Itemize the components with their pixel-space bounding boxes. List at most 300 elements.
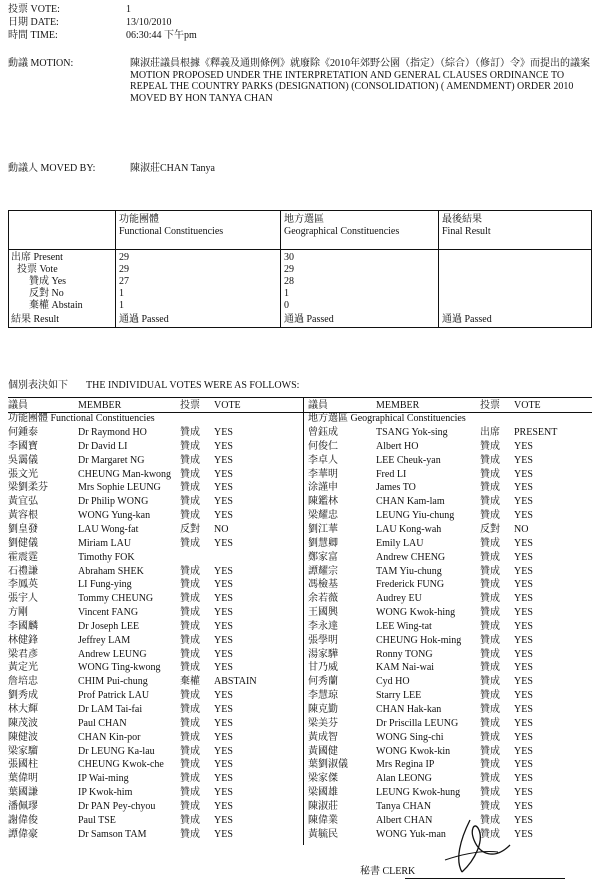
member-name-zh: 張學明 (308, 634, 338, 646)
member-name-en: CHAN Hak-kan (376, 704, 442, 715)
vote-en: YES (514, 496, 533, 508)
member-name-en: Dr Margaret NG (78, 454, 145, 466)
member-name-en: CHIM Pui-chung (78, 676, 148, 688)
member-vote-row (8, 538, 302, 551)
member-vote-row (8, 469, 302, 482)
summary-row-label: 出席 Present (11, 252, 63, 263)
fc-header-en: Functional Constituencies (119, 226, 224, 237)
vote-en: YES (514, 787, 533, 799)
vote-zh: 贊成 (180, 510, 200, 522)
member-vote-row (308, 607, 592, 620)
member-vote-row (8, 427, 302, 440)
vote-zh: 贊成 (480, 620, 500, 632)
member-name-en: Starry LEE (376, 690, 422, 702)
summary-final-value: 通過 Passed (442, 314, 492, 325)
member-name-en: WONG Sing-chi (376, 731, 444, 743)
member-name-en: LI Fung-ying (78, 579, 132, 591)
member-name-zh: 黃宜弘 (8, 496, 38, 508)
vote-en: YES (214, 634, 233, 646)
member-name-zh: 李鳳英 (8, 579, 38, 591)
vote-zh: 贊成 (480, 759, 500, 771)
member-vote-row (308, 538, 592, 551)
member-vote-row (308, 635, 592, 648)
vote-zh: 贊成 (180, 787, 200, 799)
vote-en: YES (214, 454, 233, 466)
member-name-en: Miriam LAU (78, 537, 132, 549)
vote-zh: 贊成 (180, 607, 200, 619)
member-vote-row (8, 815, 302, 828)
vote-zh: 贊成 (480, 454, 500, 466)
member-name-en: Paul TSE (78, 814, 116, 826)
date-row (8, 17, 172, 29)
vote-zh: 贊成 (180, 468, 200, 480)
summary-gc-value: 0 (284, 300, 289, 311)
member-name-en: Dr David LI (78, 440, 128, 452)
vote-en: YES (214, 482, 233, 494)
member-vote-row (8, 482, 302, 495)
member-name-zh: 葉國謙 (8, 787, 38, 799)
member-name-en: Vincent FANG (78, 607, 139, 619)
vote-zh: 贊成 (180, 440, 200, 452)
member-name-zh: 李卓人 (308, 454, 338, 466)
member-name-en: Dr PAN Pey-chyou (78, 800, 156, 812)
summary-fc-value: 29 (119, 264, 129, 275)
member-name-zh: 林健鋒 (8, 634, 38, 646)
vote-zh: 贊成 (180, 704, 200, 715)
vote-en: YES (514, 773, 533, 785)
member-name-zh: 黃定光 (8, 662, 38, 674)
member-vote-row (8, 676, 302, 689)
final-header-en: Final Result (442, 226, 491, 237)
member-name-zh: 張文光 (8, 468, 38, 480)
vote-zh: 贊成 (480, 593, 500, 605)
vote-en: YES (514, 759, 533, 771)
member-name-zh: 黃成智 (308, 731, 338, 743)
vote-en: YES (514, 828, 533, 840)
vote-zh: 贊成 (180, 634, 200, 646)
clerk-signature-line (405, 878, 565, 879)
member-name-en: Dr Samson TAM (78, 828, 147, 840)
vote-zh: 贊成 (480, 510, 500, 522)
member-name-en: CHEUNG Man-kwong (78, 468, 172, 480)
summary-gc-value: 通過 Passed (284, 314, 334, 325)
member-vote-row (8, 593, 302, 606)
member-vote-row (8, 607, 302, 620)
vote-zh: 贊成 (480, 607, 500, 619)
member-vote-row (308, 510, 592, 523)
member-vote-row (308, 732, 592, 745)
vote-en: YES (214, 731, 233, 743)
member-vote-row (8, 635, 302, 648)
member-name-zh: 黃毓民 (308, 828, 338, 840)
member-vote-row (8, 732, 302, 745)
member-name-zh: 李國寶 (8, 440, 38, 452)
member-name-zh: 劉江華 (308, 523, 338, 535)
member-name-en: Ronny TONG (376, 648, 433, 660)
vote-zh: 贊成 (480, 717, 500, 729)
summary-fc-value: 27 (119, 276, 129, 287)
member-name-zh: 陳淑莊 (308, 800, 338, 812)
member-name-zh: 黃國健 (308, 745, 338, 757)
clerk-label: 秘書 CLERK (360, 866, 416, 877)
member-name-en: IP Kwok-him (78, 787, 133, 799)
member-name-en: WONG Ting-kwong (78, 662, 161, 674)
vote-en: YES (214, 690, 233, 702)
member-name-zh: 王國興 (308, 607, 338, 619)
vote-zh: 贊成 (180, 579, 200, 591)
member-name-zh: 梁耀忠 (308, 510, 338, 522)
vote-zh: 贊成 (180, 482, 200, 494)
member-name-zh: 葉劉淑儀 (308, 759, 348, 771)
member-vote-row (308, 759, 592, 772)
vote-number-row (8, 4, 131, 16)
member-name-en: Paul CHAN (78, 717, 127, 729)
vote-zh: 贊成 (480, 704, 500, 715)
member-name-zh: 梁家騮 (8, 745, 38, 757)
vote-zh: 贊成 (480, 482, 500, 494)
vote-en: YES (214, 800, 233, 812)
vote-en: YES (214, 440, 233, 452)
vote-en: YES (514, 620, 533, 632)
member-name-zh: 李慧琼 (308, 690, 338, 702)
fc-header-zh: 功能團體 (119, 214, 159, 225)
vote-en: YES (214, 787, 233, 799)
member-name-zh: 陳茂波 (8, 717, 38, 729)
vote-zh: 贊成 (480, 565, 500, 577)
member-vote-row (308, 649, 592, 662)
summary-row-label: 棄權 Abstain (29, 300, 83, 311)
vote-en: YES (514, 510, 533, 522)
vote-zh: 贊成 (180, 593, 200, 605)
vote-zh: 贊成 (180, 620, 200, 632)
member-name-zh: 湯家驊 (308, 648, 338, 660)
member-vote-row (308, 746, 592, 759)
vote-zh: 贊成 (180, 717, 200, 729)
member-name-zh: 曾鈺成 (308, 427, 338, 438)
member-name-en: Mrs Sophie LEUNG (78, 482, 161, 494)
member-name-zh: 梁劉柔芬 (8, 482, 48, 494)
member-vote-row (8, 829, 302, 842)
vote-zh: 贊成 (480, 662, 500, 674)
vote-zh: 贊成 (180, 648, 200, 660)
member-name-zh: 詹培忠 (8, 676, 38, 688)
member-vote-row (8, 649, 302, 662)
member-vote-row (8, 496, 302, 509)
member-vote-row (8, 621, 302, 634)
vote-en: YES (514, 634, 533, 646)
member-name-zh: 劉皇發 (8, 523, 38, 535)
member-name-zh: 吳靄儀 (8, 454, 38, 466)
vote-en: YES (214, 759, 233, 771)
vote-en: YES (214, 662, 233, 674)
member-name-en: WONG Yung-kan (78, 510, 151, 522)
member-vote-row (8, 455, 302, 468)
vote-zh: 贊成 (180, 690, 200, 702)
member-name-en: LAU Kong-wah (376, 523, 442, 535)
member-vote-row (8, 662, 302, 675)
member-name-en: WONG Kwok-hing (376, 607, 456, 619)
member-name-zh: 黃容根 (8, 510, 38, 522)
member-vote-row (308, 482, 592, 495)
vote-value: 1 (126, 4, 131, 15)
vote-zh: 贊成 (480, 773, 500, 785)
member-vote-row (308, 566, 592, 579)
member-name-en: Andrew CHENG (376, 551, 446, 563)
member-name-zh: 方剛 (8, 607, 28, 619)
vote-en: YES (514, 468, 533, 480)
vote-en: YES (514, 800, 533, 812)
member-name-zh: 劉健儀 (8, 537, 38, 549)
member-name-zh: 葉偉明 (8, 773, 38, 785)
member-vote-row (8, 441, 302, 454)
summary-gc-value: 29 (284, 264, 294, 275)
member-name-zh: 梁美芬 (308, 717, 338, 729)
vote-zh: 贊成 (180, 537, 200, 549)
summary-row-label: 贊成 Yes (29, 276, 67, 287)
vote-en: YES (214, 704, 233, 715)
vote-en: YES (514, 565, 533, 577)
member-name-en: Jeffrey LAM (78, 634, 131, 646)
member-name-en: TAM Yiu-chung (376, 565, 442, 577)
vote-en: YES (514, 745, 533, 757)
summary-row-label: 結果 Result (11, 314, 60, 325)
column-divider (303, 397, 304, 845)
gc-section-title: 地方選區 Geographical Constituencies (308, 413, 466, 424)
member-name-en: LEE Wing-tat (376, 620, 432, 632)
fc-col-vote-zh: 投票 (180, 400, 200, 411)
vote-zh: 贊成 (480, 800, 500, 812)
vote-zh: 贊成 (480, 787, 500, 799)
summary-fc-value: 1 (119, 288, 124, 299)
member-name-en: Timothy FOK (78, 551, 135, 563)
member-name-zh: 張國柱 (8, 759, 38, 771)
member-name-zh: 張宇人 (8, 593, 38, 605)
individual-title-en: THE INDIVIDUAL VOTES WERE AS FOLLOWS: (86, 380, 300, 391)
member-name-en: LEUNG Yiu-chung (376, 510, 455, 522)
vote-zh: 贊成 (480, 551, 500, 563)
member-vote-row (308, 676, 592, 689)
member-name-zh: 何俊仁 (308, 440, 338, 452)
member-name-en: Dr Raymond HO (78, 427, 147, 438)
summary-gc-value: 1 (284, 288, 289, 299)
vote-zh: 贊成 (180, 427, 200, 438)
member-name-zh: 鄭家富 (308, 551, 338, 563)
gc-header-en: Geographical Constituencies (284, 226, 400, 237)
member-vote-row (8, 801, 302, 814)
member-name-en: Dr Priscilla LEUNG (376, 717, 459, 729)
vote-zh: 贊成 (180, 496, 200, 508)
vote-en: PRESENT (514, 427, 558, 438)
member-vote-row (308, 787, 592, 800)
vote-zh: 贊成 (480, 648, 500, 660)
member-name-en: Audrey EU (376, 593, 422, 605)
member-name-en: Mrs Regina IP (376, 759, 435, 771)
member-name-en: Tanya CHAN (376, 800, 432, 812)
member-vote-row (8, 566, 302, 579)
member-name-zh: 何秀蘭 (308, 676, 338, 688)
vote-en: YES (514, 676, 533, 688)
gc-col-member-zh: 議員 (308, 400, 328, 411)
date-label: 日期 DATE: (8, 17, 59, 28)
member-name-en: KAM Nai-wai (376, 662, 435, 674)
member-name-en: CHEUNG Hok-ming (376, 634, 462, 646)
summary-fc-value: 29 (119, 252, 129, 263)
member-name-zh: 余若薇 (308, 593, 338, 605)
motion-chinese: 陳淑莊議員根據《釋義及通則條例》就廢除《2010年郊野公園（指定）（綜合）（修訂）令》而提出的議案 (130, 58, 590, 69)
member-name-zh: 謝偉俊 (8, 814, 38, 826)
vote-en: YES (514, 717, 533, 729)
vote-zh: 棄權 (180, 676, 200, 688)
gc-header-zh: 地方選區 (284, 214, 324, 225)
vote-en: YES (214, 773, 233, 785)
vote-zh: 贊成 (180, 828, 200, 840)
vote-en: YES (214, 565, 233, 577)
member-name-en: Dr Joseph LEE (78, 620, 140, 632)
time-label: 時間 TIME: (8, 30, 58, 41)
member-name-en: IP Wai-ming (78, 773, 129, 785)
vote-en: NO (214, 523, 229, 535)
clerk-signature (440, 800, 520, 880)
member-name-zh: 何鍾泰 (8, 427, 38, 438)
vote-en: YES (514, 440, 533, 452)
member-vote-row (8, 579, 302, 592)
vote-en: YES (514, 662, 533, 674)
member-name-zh: 梁君彥 (8, 648, 38, 660)
gc-col-vote-zh: 投票 (480, 400, 500, 411)
member-vote-row (308, 593, 592, 606)
individual-votes-title (8, 380, 317, 392)
member-name-en: Alan LEONG (376, 773, 432, 785)
date-value: 13/10/2010 (126, 17, 172, 28)
vote-zh: 贊成 (480, 537, 500, 549)
vote-en: YES (514, 731, 533, 743)
summary-gc-value: 30 (284, 252, 294, 263)
member-vote-row (8, 704, 302, 717)
member-name-zh: 譚偉豪 (8, 828, 38, 840)
vote-zh: 贊成 (480, 440, 500, 452)
vote-zh: 贊成 (480, 634, 500, 646)
member-name-en: Dr LAM Tai-fai (78, 704, 143, 715)
member-vote-row (8, 510, 302, 523)
member-name-zh: 甘乃威 (308, 662, 338, 674)
member-name-zh: 梁家傑 (308, 773, 338, 785)
member-name-zh: 李華明 (308, 468, 338, 480)
vote-en: YES (514, 482, 533, 494)
vote-zh: 贊成 (480, 468, 500, 480)
member-name-en: WONG Kwok-kin (376, 745, 451, 757)
vote-en: YES (214, 648, 233, 660)
member-name-zh: 李永達 (308, 620, 338, 632)
vote-zh: 贊成 (480, 828, 500, 840)
member-vote-row (308, 579, 592, 592)
vote-en: YES (214, 427, 233, 438)
member-name-en: James TO (376, 482, 416, 494)
member-vote-row (8, 524, 302, 537)
member-name-en: Albert CHAN (376, 814, 433, 826)
vote-zh: 反對 (480, 523, 500, 535)
vote-en: YES (214, 828, 233, 840)
vote-zh: 贊成 (480, 676, 500, 688)
member-name-en: Tommy CHEUNG (78, 593, 154, 605)
member-vote-row (308, 552, 592, 565)
member-name-zh: 潘佩璆 (8, 800, 38, 812)
member-name-zh: 陳鑑林 (308, 496, 338, 508)
vote-en: YES (514, 814, 533, 826)
summary-fc-value: 通過 Passed (119, 314, 169, 325)
vote-zh: 贊成 (480, 731, 500, 743)
fc-section-title: 功能團體 Functional Constituencies (8, 413, 155, 424)
member-vote-row (308, 427, 592, 440)
vote-en: YES (514, 648, 533, 660)
member-name-en: Emily LAU (376, 537, 424, 549)
member-vote-row (8, 690, 302, 703)
member-name-en: Fred LI (376, 468, 407, 480)
member-vote-row (308, 690, 592, 703)
vote-en: YES (514, 690, 533, 702)
member-name-en: LEE Cheuk-yan (376, 454, 441, 466)
vote-zh: 贊成 (180, 759, 200, 771)
motion-english: MOTION PROPOSED UNDER THE INTERPRETATION AND GENERAL CLAUSES ORDINANCE TO REPEAL THE COUNTRY PARKS (DESIGNATION) (CONSOLIDATION) ( AMENDMENT) ORDER 2010 MOVED BY HON TANYA CHAN (130, 69, 574, 104)
vote-zh: 贊成 (180, 773, 200, 785)
vote-en: YES (214, 620, 233, 632)
member-name-zh: 涂謹申 (308, 482, 338, 494)
vote-en: YES (514, 704, 533, 715)
vote-zh: 贊成 (180, 814, 200, 826)
member-vote-row (308, 621, 592, 634)
vote-zh: 贊成 (180, 454, 200, 466)
vote-en: YES (214, 607, 233, 619)
member-vote-row (308, 496, 592, 509)
mover-value: 陳淑莊CHAN Tanya (130, 163, 215, 174)
vote-en: YES (514, 537, 533, 549)
member-name-en: Dr Philip WONG (78, 496, 149, 508)
time-row (8, 30, 197, 42)
individual-title-zh: 個別表決如下 (8, 380, 68, 391)
member-name-en: Frederick FUNG (376, 579, 445, 591)
member-name-zh: 陳健波 (8, 731, 38, 743)
fc-col-member-en: MEMBER (78, 400, 122, 411)
gc-col-vote-en: VOTE (514, 400, 541, 411)
member-name-zh: 馮檢基 (308, 579, 338, 591)
member-name-en: Albert HO (376, 440, 419, 452)
member-vote-row (8, 759, 302, 772)
member-name-zh: 劉慧卿 (308, 537, 338, 549)
member-vote-row (8, 773, 302, 786)
vote-en: YES (214, 468, 233, 480)
vote-en: YES (214, 717, 233, 729)
vote-zh: 贊成 (480, 579, 500, 591)
vote-zh: 贊成 (480, 745, 500, 757)
final-header-zh: 最後結果 (442, 214, 482, 225)
member-name-en: Dr LEUNG Ka-lau (78, 745, 155, 757)
vote-en: YES (514, 454, 533, 466)
vote-en: ABSTAIN (214, 676, 257, 688)
member-vote-row (308, 455, 592, 468)
summary-row-label: 投票 Vote (17, 264, 58, 275)
member-name-en: Cyd HO (376, 676, 410, 688)
member-name-en: CHEUNG Kwok-che (78, 759, 164, 771)
vote-en: YES (214, 745, 233, 757)
vote-en: YES (514, 593, 533, 605)
member-name-zh: 李國麟 (8, 620, 38, 632)
member-name-zh: 劉秀成 (8, 690, 38, 702)
member-vote-row (308, 662, 592, 675)
summary-table (8, 210, 592, 328)
vote-zh: 贊成 (180, 565, 200, 577)
member-vote-row (308, 469, 592, 482)
member-vote-row (8, 746, 302, 759)
vote-zh: 贊成 (180, 731, 200, 743)
